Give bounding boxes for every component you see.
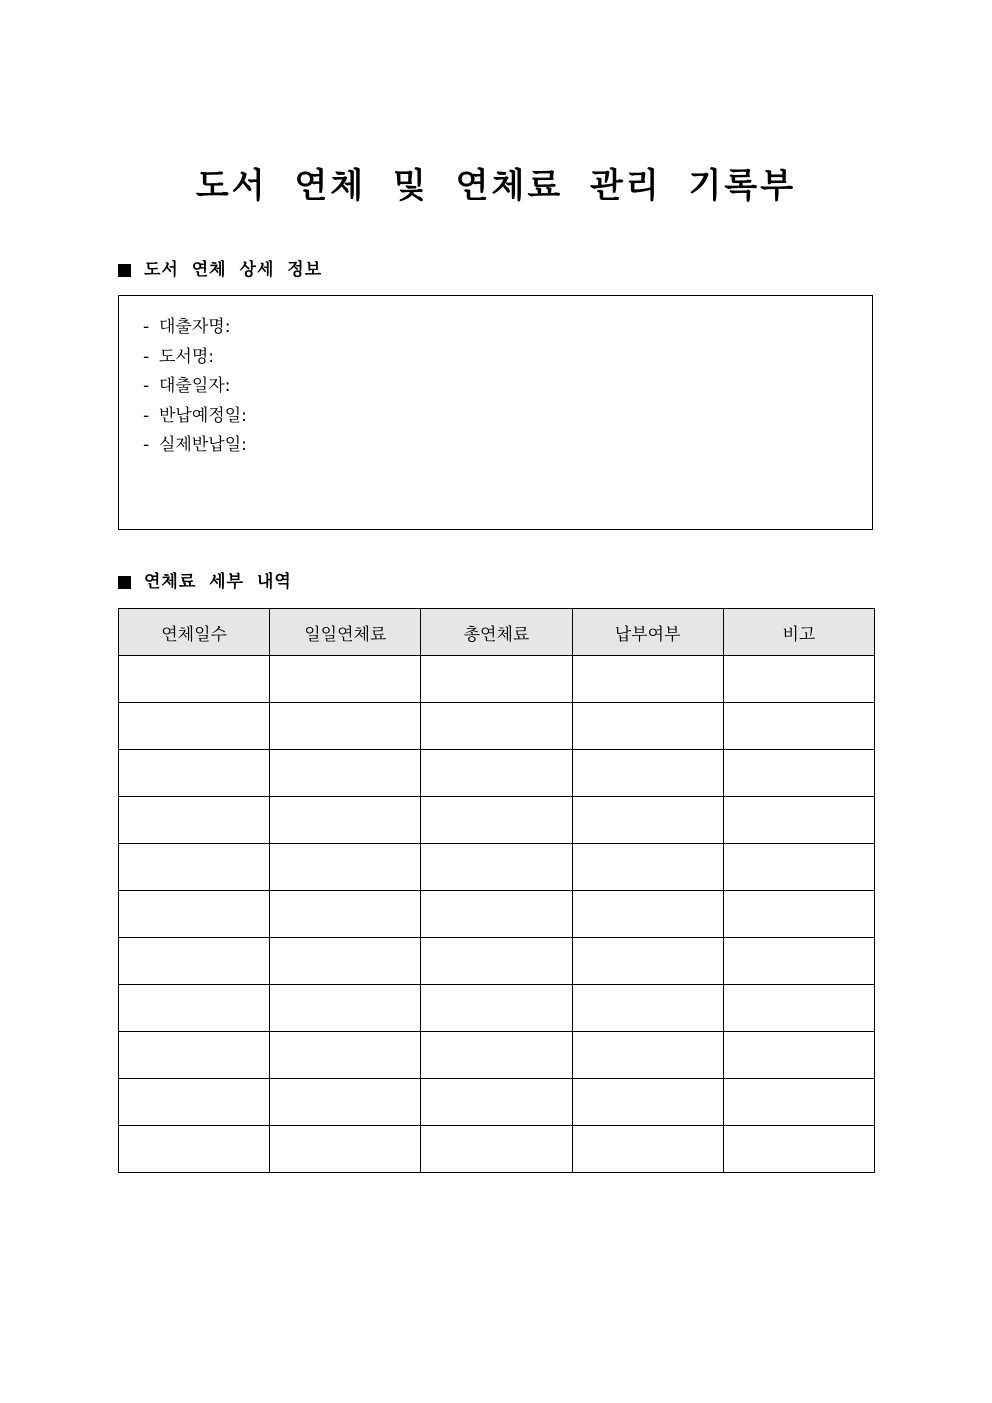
table-cell-overdue-days[interactable]	[119, 750, 270, 797]
table-cell-overdue-days[interactable]	[119, 703, 270, 750]
table-cell-overdue-days[interactable]	[119, 1126, 270, 1173]
details-item-loan-date	[143, 372, 872, 402]
table-cell-total-fee[interactable]	[421, 844, 572, 891]
table-cell-total-fee[interactable]	[421, 703, 572, 750]
details-item-label: 반납예정일:	[159, 405, 247, 426]
section-heading-label: 도서 연체 상세 정보	[144, 260, 323, 280]
table-cell-remarks[interactable]	[723, 750, 874, 797]
table-cell-payment-status[interactable]	[572, 891, 723, 938]
table-cell-overdue-days[interactable]	[119, 891, 270, 938]
column-header-remarks: 비고	[723, 609, 874, 656]
table-cell-total-fee[interactable]	[421, 750, 572, 797]
table-cell-payment-status[interactable]	[572, 750, 723, 797]
table-row	[119, 797, 875, 844]
table-cell-remarks[interactable]	[723, 891, 874, 938]
table-cell-remarks[interactable]	[723, 703, 874, 750]
details-item-book-title	[143, 343, 872, 373]
table-cell-daily-fee[interactable]	[270, 1032, 421, 1079]
table-cell-remarks[interactable]	[723, 1079, 874, 1126]
table-cell-payment-status[interactable]	[572, 1126, 723, 1173]
dash-marker: -	[143, 435, 150, 455]
table-cell-payment-status[interactable]	[572, 703, 723, 750]
table-cell-remarks[interactable]	[723, 1032, 874, 1079]
table-cell-daily-fee[interactable]	[270, 891, 421, 938]
table-cell-overdue-days[interactable]	[119, 985, 270, 1032]
table-cell-daily-fee[interactable]	[270, 985, 421, 1032]
table-cell-overdue-days[interactable]	[119, 1032, 270, 1079]
table-row	[119, 844, 875, 891]
dash-marker: -	[143, 405, 150, 426]
table-cell-remarks[interactable]	[723, 938, 874, 985]
square-bullet-icon	[118, 264, 131, 277]
details-list	[143, 313, 872, 461]
table-cell-payment-status[interactable]	[572, 844, 723, 891]
table-cell-total-fee[interactable]	[421, 985, 572, 1032]
table-row	[119, 1079, 875, 1126]
column-header-payment-status: 납부여부	[572, 609, 723, 656]
page-title: 도서 연체 및 연체료 관리 기록부	[195, 166, 797, 206]
table-cell-payment-status[interactable]	[572, 1079, 723, 1126]
details-item-label: 도서명:	[159, 346, 214, 367]
details-item-borrower-name	[143, 313, 872, 343]
section-heading-fee-details	[118, 570, 292, 594]
details-item-label: 대출일자:	[159, 376, 231, 396]
table-cell-total-fee[interactable]	[421, 797, 572, 844]
table-cell-total-fee[interactable]	[421, 1079, 572, 1126]
table-cell-total-fee[interactable]	[421, 891, 572, 938]
table-cell-total-fee[interactable]	[421, 1032, 572, 1079]
column-header-overdue-days: 연체일수	[119, 609, 270, 656]
section-heading-label: 연체료 세부 내역	[144, 572, 292, 592]
table-row	[119, 1032, 875, 1079]
table-cell-daily-fee[interactable]	[270, 844, 421, 891]
table-cell-payment-status[interactable]	[572, 797, 723, 844]
table-header-row	[119, 609, 875, 656]
table-cell-daily-fee[interactable]	[270, 750, 421, 797]
table-cell-total-fee[interactable]	[421, 938, 572, 985]
table-cell-daily-fee[interactable]	[270, 1126, 421, 1173]
section-heading-overdue-details	[118, 258, 322, 282]
column-header-daily-fee: 일일연체료	[270, 609, 421, 656]
table-row	[119, 938, 875, 985]
table-cell-daily-fee[interactable]	[270, 797, 421, 844]
table-row	[119, 985, 875, 1032]
table-cell-daily-fee[interactable]	[270, 1079, 421, 1126]
table-row	[119, 1126, 875, 1173]
table-row	[119, 891, 875, 938]
table-cell-payment-status[interactable]	[572, 1032, 723, 1079]
dash-marker: -	[143, 376, 150, 396]
table-cell-remarks[interactable]	[723, 1126, 874, 1173]
details-item-label: 대출자명:	[159, 317, 231, 337]
column-header-total-fee: 총연체료	[421, 609, 572, 656]
table-cell-remarks[interactable]	[723, 797, 874, 844]
table-row	[119, 750, 875, 797]
table-cell-payment-status[interactable]	[572, 656, 723, 703]
table-cell-daily-fee[interactable]	[270, 938, 421, 985]
square-bullet-icon	[118, 576, 131, 589]
details-item-label: 실제반납일:	[159, 435, 247, 455]
table-cell-overdue-days[interactable]	[119, 938, 270, 985]
table-cell-payment-status[interactable]	[572, 985, 723, 1032]
table-cell-overdue-days[interactable]	[119, 656, 270, 703]
table-cell-overdue-days[interactable]	[119, 797, 270, 844]
table-row	[119, 703, 875, 750]
table-cell-remarks[interactable]	[723, 985, 874, 1032]
table-cell-remarks[interactable]	[723, 844, 874, 891]
table-cell-remarks[interactable]	[723, 656, 874, 703]
table-cell-total-fee[interactable]	[421, 656, 572, 703]
table-cell-daily-fee[interactable]	[270, 703, 421, 750]
table-cell-overdue-days[interactable]	[119, 1079, 270, 1126]
overdue-details-box	[118, 295, 873, 530]
dash-marker: -	[143, 346, 150, 367]
table-cell-overdue-days[interactable]	[119, 844, 270, 891]
table-cell-daily-fee[interactable]	[270, 656, 421, 703]
table-cell-payment-status[interactable]	[572, 938, 723, 985]
fee-table-body	[119, 656, 875, 1173]
table-row	[119, 656, 875, 703]
table-cell-total-fee[interactable]	[421, 1126, 572, 1173]
details-item-actual-return-date	[143, 431, 872, 461]
details-item-due-date	[143, 402, 872, 432]
fee-table	[118, 608, 875, 1173]
dash-marker: -	[143, 317, 150, 337]
